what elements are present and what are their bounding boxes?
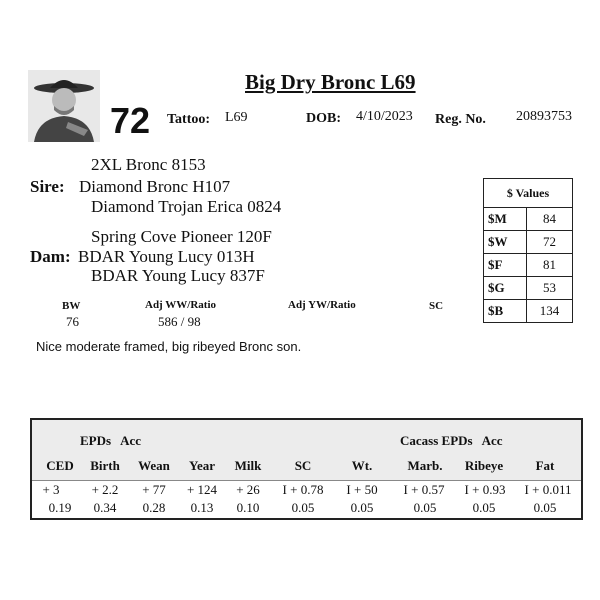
acc-value-fat: 0.05 (533, 500, 557, 515)
dollar-value: 81 (527, 254, 573, 277)
acc-value-wean: 0.28 (142, 500, 166, 515)
animal-name: Big Dry Bronc L69 (245, 70, 416, 94)
table-row (484, 254, 573, 277)
table-row (484, 277, 573, 300)
dollar-values-table (483, 178, 573, 323)
dam-name: BDAR Young Lucy 013H (78, 247, 255, 266)
reg-no-label: Reg. No. (435, 112, 486, 127)
acc-value-ribeye: 0.05 (472, 500, 496, 515)
dollar-key: $W (484, 231, 527, 254)
dob-label: DOB: (306, 111, 341, 126)
epd-value-wean: + 77 (142, 482, 166, 497)
dollar-key: $G (484, 277, 527, 300)
adj-ww-value: 586 / 98 (158, 314, 201, 329)
epd-value-milk: + 26 (236, 482, 260, 497)
column-header: Ribeye (464, 458, 504, 473)
tattoo-label: Tattoo: (167, 112, 211, 127)
column-header: Marb. (407, 458, 443, 473)
table-row (484, 300, 573, 323)
column-header: Wt. (351, 458, 373, 473)
epd-value-wt: I + 50 (346, 482, 378, 497)
acc-value-ced: 0.19 (48, 500, 72, 515)
column-header: Milk (234, 458, 262, 473)
column-header: SC (294, 458, 312, 473)
acc-value-sc: 0.05 (291, 500, 315, 515)
dam-sire: Spring Cove Pioneer 120F (91, 227, 272, 246)
column-header: CED (46, 458, 74, 473)
table-row (484, 208, 573, 231)
dollar-key: $M (484, 208, 527, 231)
adj-ww-label: Adj WW/Ratio (145, 299, 216, 311)
sc-label: SC (429, 300, 444, 312)
carcass-epd-group-label: Cacass EPDs Acc (400, 433, 503, 448)
bw-value: 76 (66, 314, 79, 329)
dollar-key: $F (484, 254, 527, 277)
sire-dam: Diamond Trojan Erica 0824 (91, 197, 282, 216)
epd-value-birth: + 2.2 (91, 482, 119, 497)
acc-value-year: 0.13 (190, 500, 214, 515)
lot-number: 72 (110, 100, 151, 141)
epd-table (30, 418, 583, 520)
acc-value-birth: 0.34 (93, 500, 117, 515)
epd-value-marb: I + 0.57 (403, 482, 445, 497)
epd-value-year: + 124 (186, 482, 218, 497)
sire-name: Diamond Bronc H107 (79, 177, 231, 196)
column-header: Birth (90, 458, 120, 473)
column-header: Fat (535, 458, 555, 473)
dollar-key: $B (484, 300, 527, 323)
acc-value-wt: 0.05 (350, 500, 374, 515)
dollar-value: 134 (527, 300, 573, 323)
sire-sire: 2XL Bronc 8153 (91, 155, 206, 174)
dob-value: 4/10/2023 (356, 109, 413, 124)
cowboy-portrait-icon (28, 70, 100, 142)
epd-value-sc: I + 0.78 (282, 482, 324, 497)
dam-label: Dam: (30, 247, 71, 266)
column-header: Year (189, 458, 215, 473)
acc-value-marb: 0.05 (413, 500, 437, 515)
bw-label: BW (62, 300, 81, 312)
epd-group-label: EPDs Acc (80, 433, 142, 448)
epd-value-ribeye: I + 0.93 (464, 482, 506, 497)
dam-dam: BDAR Young Lucy 837F (91, 266, 265, 285)
acc-value-milk: 0.10 (236, 500, 260, 515)
sire-label: Sire: (30, 177, 65, 196)
reg-no-value: 20893753 (516, 109, 572, 124)
epd-value-ced: + 3 (42, 482, 60, 497)
tattoo-value: L69 (225, 110, 248, 125)
column-header: Wean (138, 458, 170, 473)
adj-yw-label: Adj YW/Ratio (288, 299, 356, 311)
dollar-value: 72 (527, 231, 573, 254)
dollar-values-title: $ Values (484, 179, 573, 208)
epd-value-fat: I + 0.011 (524, 482, 572, 497)
dollar-value: 53 (527, 277, 573, 300)
comment-text: Nice moderate framed, big ribeyed Bronc son. (36, 339, 302, 354)
table-row (484, 231, 573, 254)
dollar-value: 84 (527, 208, 573, 231)
